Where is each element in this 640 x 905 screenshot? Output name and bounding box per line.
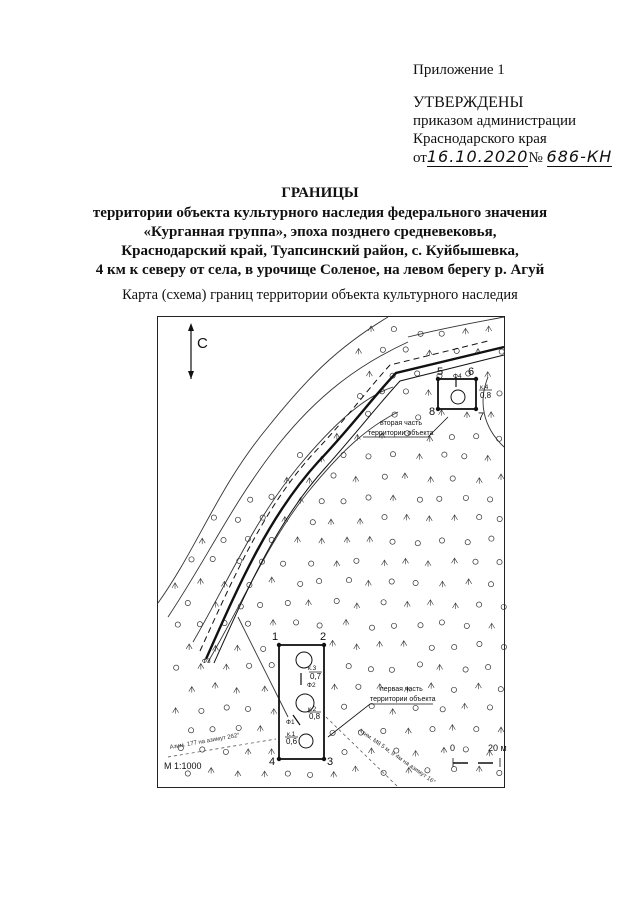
- shrub-symbol-icon: [343, 619, 349, 625]
- tree-symbol-icon: [486, 665, 491, 670]
- tree-symbol-icon: [285, 771, 290, 776]
- tree-symbol-icon: [391, 327, 396, 332]
- height-label-1: 0,6: [286, 737, 298, 746]
- part1-label-line1: первая часть: [380, 686, 423, 693]
- tree-symbol-icon: [247, 663, 252, 668]
- shrub-symbol-icon: [208, 768, 214, 774]
- shrub-symbol-icon: [235, 771, 241, 777]
- part2-label-line2: территории объекта: [368, 430, 434, 437]
- shrub-symbol-icon: [466, 579, 472, 585]
- tree-symbol-icon: [175, 622, 180, 627]
- tree-symbol-icon: [368, 667, 373, 672]
- north-arrow-head-icon: [188, 323, 194, 331]
- tree-symbol-icon: [269, 494, 274, 499]
- shrub-symbol-icon: [425, 390, 431, 396]
- shrub-symbol-icon: [367, 537, 373, 543]
- tree-symbol-icon: [437, 496, 442, 501]
- shrub-symbol-icon: [357, 519, 363, 525]
- tree-symbol-icon: [389, 579, 394, 584]
- tree-symbol-icon: [308, 772, 313, 777]
- shrub-symbol-icon: [199, 538, 205, 544]
- shrub-symbol-icon: [306, 478, 312, 484]
- tree-symbol-icon: [235, 517, 240, 522]
- shrub-symbol-icon: [498, 474, 504, 480]
- point-label-6: 6: [468, 366, 475, 378]
- azimuth-note-left: Азим. 177 на азимут 262°: [169, 732, 241, 751]
- shrub-symbol-icon: [270, 620, 276, 626]
- contour-line: [238, 617, 288, 717]
- tree-symbol-icon: [224, 705, 229, 710]
- shrub-symbol-icon: [331, 772, 337, 778]
- shrub-symbol-icon: [381, 560, 387, 566]
- shrub-symbol-icon: [257, 726, 263, 732]
- shrub-symbol-icon: [426, 516, 432, 522]
- shrub-symbol-icon: [498, 727, 504, 733]
- height-label-3: 0,7: [310, 672, 322, 681]
- path-dashed-line: [200, 341, 488, 651]
- title-line-3: «Курганная группа», эпоха позднего средневековья,: [143, 224, 497, 240]
- tree-symbol-icon: [185, 771, 190, 776]
- tree-symbol-icon: [381, 728, 386, 733]
- tree-symbol-icon: [210, 727, 215, 732]
- shrub-symbol-icon: [365, 580, 371, 586]
- shrub-symbol-icon: [366, 371, 372, 377]
- shrub-symbol-icon: [173, 708, 179, 714]
- boundary-map: [158, 317, 507, 787]
- shrub-symbol-icon: [234, 645, 240, 651]
- shrub-symbol-icon: [245, 749, 251, 755]
- boundary-point-dot: [322, 757, 326, 761]
- shrub-symbol-icon: [262, 771, 268, 777]
- kurgan-label-2: к.2: [308, 706, 317, 713]
- tree-symbol-icon: [497, 516, 502, 521]
- boundary-point-dot: [277, 643, 281, 647]
- shrub-symbol-icon: [475, 683, 481, 689]
- tree-symbol-icon: [382, 474, 387, 479]
- approved-heading: УТВЕРЖДЕНЫ: [413, 94, 524, 111]
- approved-line-3: Краснодарского края: [413, 131, 547, 147]
- scale-label: М 1:1000: [164, 761, 202, 771]
- shrub-symbol-icon: [331, 684, 337, 690]
- tree-symbol-icon: [211, 515, 216, 520]
- point-label-2: 2: [320, 631, 327, 643]
- tree-symbol-icon: [497, 770, 502, 775]
- shrub-symbol-icon: [353, 476, 359, 482]
- tree-symbol-icon: [477, 641, 482, 646]
- shrub-symbol-icon: [425, 561, 431, 567]
- kurgan-label-4: к.4: [480, 384, 489, 391]
- kurgan-4-circle: [451, 390, 465, 404]
- shrub-symbol-icon: [452, 515, 458, 521]
- shrub-symbol-icon: [377, 641, 383, 647]
- approval-block: [413, 94, 612, 167]
- shrub-symbol-icon: [426, 350, 432, 356]
- tree-symbol-icon: [346, 578, 351, 583]
- tree-symbol-icon: [310, 520, 315, 525]
- object-label-f2: Ф2: [307, 682, 316, 689]
- tree-symbol-icon: [477, 515, 482, 520]
- object-label-f4: Ф4: [453, 373, 462, 380]
- kurgan-label-3: к.3: [308, 665, 317, 672]
- shrub-symbol-icon: [463, 328, 469, 334]
- shrub-symbol-icon: [319, 538, 325, 544]
- shrub-symbol-icon: [390, 495, 396, 501]
- tree-symbol-icon: [342, 750, 347, 755]
- point-label-4: 4: [269, 756, 276, 768]
- tree-symbol-icon: [465, 540, 470, 545]
- order-date-handwritten: 16.10.2020: [426, 147, 529, 166]
- tree-symbol-icon: [342, 704, 347, 709]
- tree-symbol-icon: [442, 452, 447, 457]
- order-line: [413, 148, 612, 167]
- tree-symbol-icon: [356, 684, 361, 689]
- tree-symbol-icon: [415, 541, 420, 546]
- shrub-symbol-icon: [428, 683, 434, 689]
- shrub-symbol-icon: [189, 687, 195, 693]
- tree-symbol-icon: [462, 454, 467, 459]
- tree-symbol-icon: [366, 454, 371, 459]
- title-line-2: территории объекта культурного наследия федерального значения: [92, 205, 548, 221]
- tree-symbol-icon: [391, 623, 396, 628]
- tree-symbol-icon: [477, 602, 482, 607]
- tree-symbol-icon: [389, 667, 394, 672]
- tree-symbol-icon: [223, 749, 228, 754]
- tree-symbol-icon: [473, 559, 478, 564]
- shrub-symbol-icon: [439, 581, 445, 587]
- tree-symbol-icon: [319, 499, 324, 504]
- shrub-symbol-icon: [437, 664, 443, 670]
- tree-symbol-icon: [346, 664, 351, 669]
- tree-symbol-icon: [258, 602, 263, 607]
- shrub-symbol-icon: [354, 644, 360, 650]
- tree-symbol-icon: [463, 495, 468, 500]
- shrub-symbol-icon: [234, 688, 240, 694]
- tree-symbol-icon: [369, 625, 374, 630]
- shrub-symbol-icon: [402, 558, 408, 564]
- tree-symbol-icon: [380, 347, 385, 352]
- map-caption: Карта (схема) границ территории объекта культурного наследия: [122, 287, 518, 303]
- shrub-symbol-icon: [390, 709, 396, 715]
- tree-symbol-icon: [489, 536, 494, 541]
- order-number-handwritten: 686-КН: [546, 147, 613, 166]
- tree-symbol-icon: [390, 539, 395, 544]
- shrub-symbol-icon: [172, 583, 178, 589]
- tree-symbol-icon: [210, 556, 215, 561]
- shrub-symbol-icon: [416, 454, 422, 460]
- tree-symbol-icon: [425, 768, 430, 773]
- height-label-4: 0,8: [480, 391, 492, 400]
- tree-symbol-icon: [501, 604, 506, 609]
- shrub-symbol-icon: [405, 728, 411, 734]
- tree-symbol-icon: [236, 725, 241, 730]
- tree-symbol-icon: [497, 436, 502, 441]
- north-letter: С: [197, 335, 208, 352]
- tree-symbol-icon: [298, 581, 303, 586]
- point-label-7: 7: [478, 411, 485, 423]
- shrub-symbol-icon: [453, 603, 459, 609]
- tree-symbol-icon: [451, 687, 456, 692]
- part1-label-line2: территории объекта: [370, 696, 436, 703]
- boundary-point-dot: [322, 643, 326, 647]
- tree-symbol-icon: [248, 497, 253, 502]
- shrub-symbol-icon: [186, 644, 192, 650]
- tree-symbol-icon: [452, 767, 457, 772]
- tree-symbol-icon: [174, 665, 179, 670]
- tree-symbol-icon: [294, 620, 299, 625]
- shrub-symbol-icon: [404, 601, 410, 607]
- order-prefix: от: [413, 150, 427, 166]
- tree-symbol-icon: [341, 499, 346, 504]
- tree-symbol-icon: [413, 705, 418, 710]
- object-label-f3: Ф3: [202, 658, 211, 665]
- shrub-symbol-icon: [402, 473, 408, 479]
- shrub-symbol-icon: [488, 412, 494, 418]
- tree-symbol-icon: [334, 598, 339, 603]
- tree-symbol-icon: [501, 644, 506, 649]
- tree-symbol-icon: [488, 497, 493, 502]
- scale-bar-start: 0: [450, 743, 456, 753]
- tree-symbol-icon: [487, 705, 492, 710]
- tree-symbol-icon: [285, 600, 290, 605]
- shrub-symbol-icon: [294, 537, 300, 543]
- tree-symbol-icon: [498, 687, 503, 692]
- shrub-symbol-icon: [223, 664, 229, 670]
- tree-symbol-icon: [297, 453, 302, 458]
- object-label-f1: Ф1: [286, 719, 295, 726]
- tree-symbol-icon: [331, 473, 336, 478]
- shrub-symbol-icon: [354, 603, 360, 609]
- order-no-label: №: [528, 150, 543, 166]
- tree-symbol-icon: [185, 600, 190, 605]
- tree-symbol-icon: [390, 452, 395, 457]
- tree-symbol-icon: [429, 645, 434, 650]
- tree-symbol-icon: [439, 620, 444, 625]
- north-arrow-tail-icon: [188, 371, 194, 379]
- shrub-symbol-icon: [485, 455, 491, 461]
- shrub-symbol-icon: [344, 537, 350, 543]
- tree-symbol-icon: [417, 497, 422, 502]
- shrub-symbol-icon: [197, 578, 203, 584]
- shrub-symbol-icon: [427, 600, 433, 606]
- tree-symbol-icon: [341, 452, 346, 457]
- tree-symbol-icon: [366, 495, 371, 500]
- shrub-symbol-icon: [428, 477, 434, 483]
- tree-symbol-icon: [415, 371, 420, 376]
- point-label-8: 8: [429, 406, 436, 418]
- tree-symbol-icon: [430, 727, 435, 732]
- height-label-2: 0,8: [309, 712, 321, 721]
- title-heading: ГРАНИЦЫ: [281, 185, 359, 201]
- tree-symbol-icon: [381, 600, 386, 605]
- scale-bar: [453, 758, 500, 767]
- shrub-symbol-icon: [352, 766, 358, 772]
- tree-symbol-icon: [309, 561, 314, 566]
- tree-symbol-icon: [452, 645, 457, 650]
- shrub-symbol-icon: [368, 748, 374, 754]
- tree-symbol-icon: [499, 349, 504, 354]
- title-line-4: Краснодарский край, Туапсинский район, с. Куйбышевка,: [121, 243, 519, 259]
- shrub-symbol-icon: [441, 747, 447, 753]
- tree-symbol-icon: [497, 391, 502, 396]
- shrub-symbol-icon: [334, 561, 340, 567]
- appendix-label: Приложение 1: [413, 62, 505, 78]
- shrub-symbol-icon: [271, 709, 277, 715]
- shrub-symbol-icon: [356, 348, 362, 354]
- shrub-symbol-icon: [476, 766, 482, 772]
- tree-symbol-icon: [450, 476, 455, 481]
- part2-label-line1: вторая часть: [380, 420, 422, 427]
- tree-symbol-icon: [281, 561, 286, 566]
- shrub-symbol-icon: [269, 577, 275, 583]
- approved-line-2: приказом администрации: [413, 113, 577, 129]
- shrub-symbol-icon: [449, 725, 455, 731]
- tree-symbol-icon: [317, 579, 322, 584]
- shrub-symbol-icon: [212, 683, 218, 689]
- title-line-5: 4 км к северу от села, в урочище Соленое, на левом берегу р. Агуй: [95, 262, 545, 278]
- tree-symbol-icon: [269, 663, 274, 668]
- shrub-symbol-icon: [305, 600, 311, 606]
- tree-symbol-icon: [497, 560, 502, 565]
- tree-symbol-icon: [199, 708, 204, 713]
- point-label-5: 5: [437, 366, 444, 378]
- shrub-symbol-icon: [404, 514, 410, 520]
- tree-symbol-icon: [403, 347, 408, 352]
- tree-symbol-icon: [488, 582, 493, 587]
- tree-symbol-icon: [449, 435, 454, 440]
- shrub-symbol-icon: [489, 623, 495, 629]
- azimuth-note-right: Азим. М8 5 м, 9 4м на азимут 16°: [356, 727, 437, 786]
- contour-line: [158, 317, 388, 603]
- tree-symbol-icon: [382, 515, 387, 520]
- tree-symbol-icon: [439, 538, 444, 543]
- tree-symbol-icon: [261, 646, 266, 651]
- tree-symbol-icon: [464, 623, 469, 628]
- point-label-1: 1: [272, 631, 279, 643]
- tree-symbol-icon: [474, 434, 479, 439]
- tree-symbol-icon: [440, 707, 445, 712]
- shrub-symbol-icon: [486, 326, 492, 332]
- shrub-symbol-icon: [262, 686, 268, 692]
- tree-symbol-icon: [403, 389, 408, 394]
- tree-symbol-icon: [245, 706, 250, 711]
- tree-symbol-icon: [417, 662, 422, 667]
- shrub-symbol-icon: [452, 558, 458, 564]
- tree-symbol-icon: [245, 621, 250, 626]
- tree-symbol-icon: [418, 623, 423, 628]
- point-label-3: 3: [327, 756, 334, 768]
- shrub-symbol-icon: [328, 519, 334, 525]
- tree-symbol-icon: [474, 727, 479, 732]
- tree-symbol-icon: [221, 538, 226, 543]
- tree-symbol-icon: [317, 623, 322, 628]
- tree-symbol-icon: [439, 331, 444, 336]
- kurgan-1-circle: [299, 734, 313, 748]
- scale-bar-end: 20 м: [488, 743, 507, 753]
- kurgan-label-1: к.1: [287, 731, 296, 738]
- tree-symbol-icon: [463, 747, 468, 752]
- shrub-symbol-icon: [462, 703, 468, 709]
- contour-line: [193, 387, 393, 642]
- tree-symbol-icon: [189, 728, 194, 733]
- boundary-point-dot: [277, 757, 281, 761]
- boundary-point-dot: [474, 377, 478, 381]
- shrub-symbol-icon: [485, 372, 491, 378]
- shrub-symbol-icon: [413, 751, 419, 757]
- tree-symbol-icon: [354, 558, 359, 563]
- tree-symbol-icon: [189, 557, 194, 562]
- map-frame: [157, 316, 505, 788]
- shrub-symbol-icon: [401, 641, 407, 647]
- shrub-symbol-icon: [476, 478, 482, 484]
- tree-symbol-icon: [463, 667, 468, 672]
- tree-symbol-icon: [413, 580, 418, 585]
- boundary-point-dot: [436, 407, 440, 411]
- shrub-symbol-icon: [464, 412, 470, 418]
- shrub-symbol-icon: [330, 640, 336, 646]
- shrub-symbol-icon: [269, 749, 275, 755]
